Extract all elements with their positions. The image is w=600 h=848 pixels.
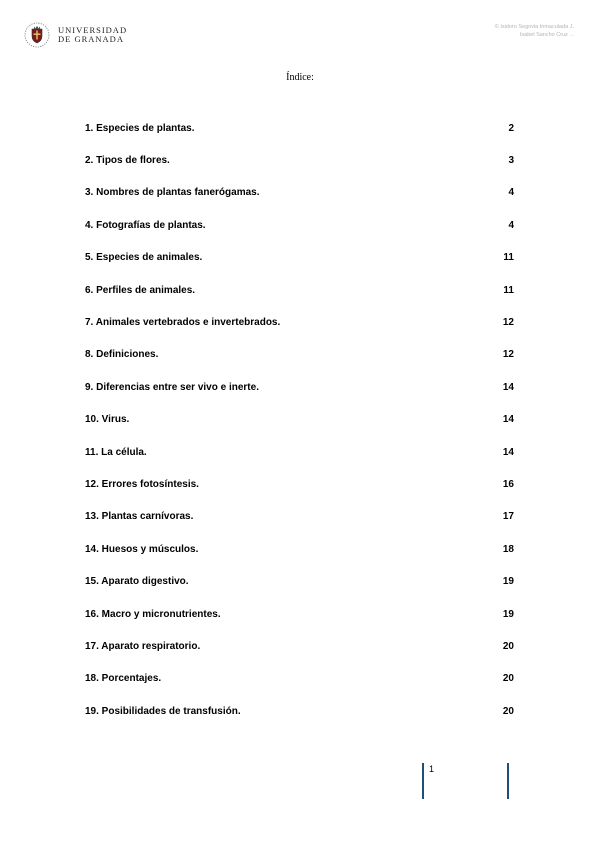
footer-left-rule <box>422 763 424 799</box>
toc-entry-page: 11 <box>503 284 514 296</box>
university-name <box>58 26 127 44</box>
toc-entry-page: 16 <box>502 478 514 490</box>
toc-entry-label: 14. Huesos y músculos. <box>85 543 199 555</box>
toc-entry-label: 10. Virus. <box>85 414 130 426</box>
toc-entry-label: 1. Especies de plantas. <box>85 122 195 134</box>
toc-entry[interactable] <box>85 501 514 533</box>
toc-entry-page: 19 <box>502 576 514 588</box>
toc-entry-page: 12 <box>502 349 514 361</box>
header-author-line1: © Isidoro Segovia Inmaculada J. <box>494 24 574 30</box>
toc-entry[interactable] <box>85 695 514 727</box>
toc-entry-page: 4 <box>508 219 514 231</box>
toc-entry-label: 11. La célula. <box>85 446 147 458</box>
table-of-contents <box>85 112 514 727</box>
toc-entry-label: 12. Errores fotosíntesis. <box>85 478 199 490</box>
toc-entry-label: 5. Especies de animales. <box>85 252 203 264</box>
toc-entry-label: 17. Aparato respiratorio. <box>85 640 201 652</box>
toc-entry-label: 7. Animales vertebrados e invertebrados. <box>85 317 281 329</box>
toc-entry-page: 20 <box>502 673 514 685</box>
toc-entry-page: 19 <box>502 608 514 620</box>
footer-right-rule <box>507 763 509 799</box>
header-author-info <box>495 23 574 39</box>
toc-entry[interactable] <box>85 177 514 209</box>
toc-entry-page: 20 <box>502 640 514 652</box>
header-author-line2: Isabel Sancho Cruz ... <box>519 32 574 38</box>
toc-entry-label: 8. Definiciones. <box>85 349 159 361</box>
toc-entry-page: 4 <box>508 187 514 199</box>
toc-entry[interactable] <box>85 404 514 436</box>
toc-entry[interactable] <box>85 306 514 338</box>
toc-entry-page: 3 <box>508 155 514 167</box>
toc-entry[interactable] <box>85 468 514 500</box>
toc-entry[interactable] <box>85 630 514 662</box>
toc-entry-label: 13. Plantas carnívoras. <box>85 511 194 523</box>
toc-entry[interactable] <box>85 242 514 274</box>
university-name-line2: DE GRANADA <box>58 34 124 44</box>
toc-entry[interactable] <box>85 144 514 176</box>
university-name-line1: UNIVERSIDAD <box>58 25 128 35</box>
toc-entry-page: 18 <box>502 543 514 555</box>
toc-entry-page: 11 <box>503 252 514 264</box>
toc-entry[interactable] <box>85 371 514 403</box>
toc-entry[interactable] <box>85 533 514 565</box>
university-crest-icon <box>24 22 50 48</box>
toc-entry-label: 15. Aparato digestivo. <box>85 576 189 588</box>
toc-entry-label: 16. Macro y micronutrientes. <box>85 608 221 620</box>
toc-entry[interactable] <box>85 339 514 371</box>
toc-entry-page: 14 <box>502 381 514 393</box>
toc-entry[interactable] <box>85 565 514 597</box>
toc-entry[interactable] <box>85 436 514 468</box>
toc-entry[interactable] <box>85 663 514 695</box>
toc-entry-label: 19. Posibilidades de transfusión. <box>85 705 241 717</box>
toc-entry[interactable] <box>85 274 514 306</box>
toc-entry[interactable] <box>85 209 514 241</box>
toc-entry-label: 18. Porcentajes. <box>85 673 162 685</box>
toc-entry-label: 6. Perfiles de animales. <box>85 284 196 296</box>
page-title: Índice: <box>286 72 314 83</box>
page-number: 1 <box>429 764 435 774</box>
toc-entry-page: 2 <box>508 122 514 134</box>
toc-entry-label: 2. Tipos de flores. <box>85 155 170 167</box>
toc-entry-page: 12 <box>502 317 514 329</box>
toc-entry-label: 4. Fotografías de plantas. <box>85 219 206 231</box>
toc-entry-page: 20 <box>502 705 514 717</box>
toc-entry-page: 14 <box>502 414 514 426</box>
toc-entry[interactable] <box>85 112 514 144</box>
university-logo <box>24 22 127 48</box>
toc-entry-page: 17 <box>502 511 514 523</box>
toc-entry[interactable] <box>85 598 514 630</box>
toc-entry-label: 3. Nombres de plantas fanerógamas. <box>85 187 260 199</box>
toc-entry-label: 9. Diferencias entre ser vivo e inerte. <box>85 381 259 393</box>
toc-entry-page: 14 <box>502 446 514 458</box>
